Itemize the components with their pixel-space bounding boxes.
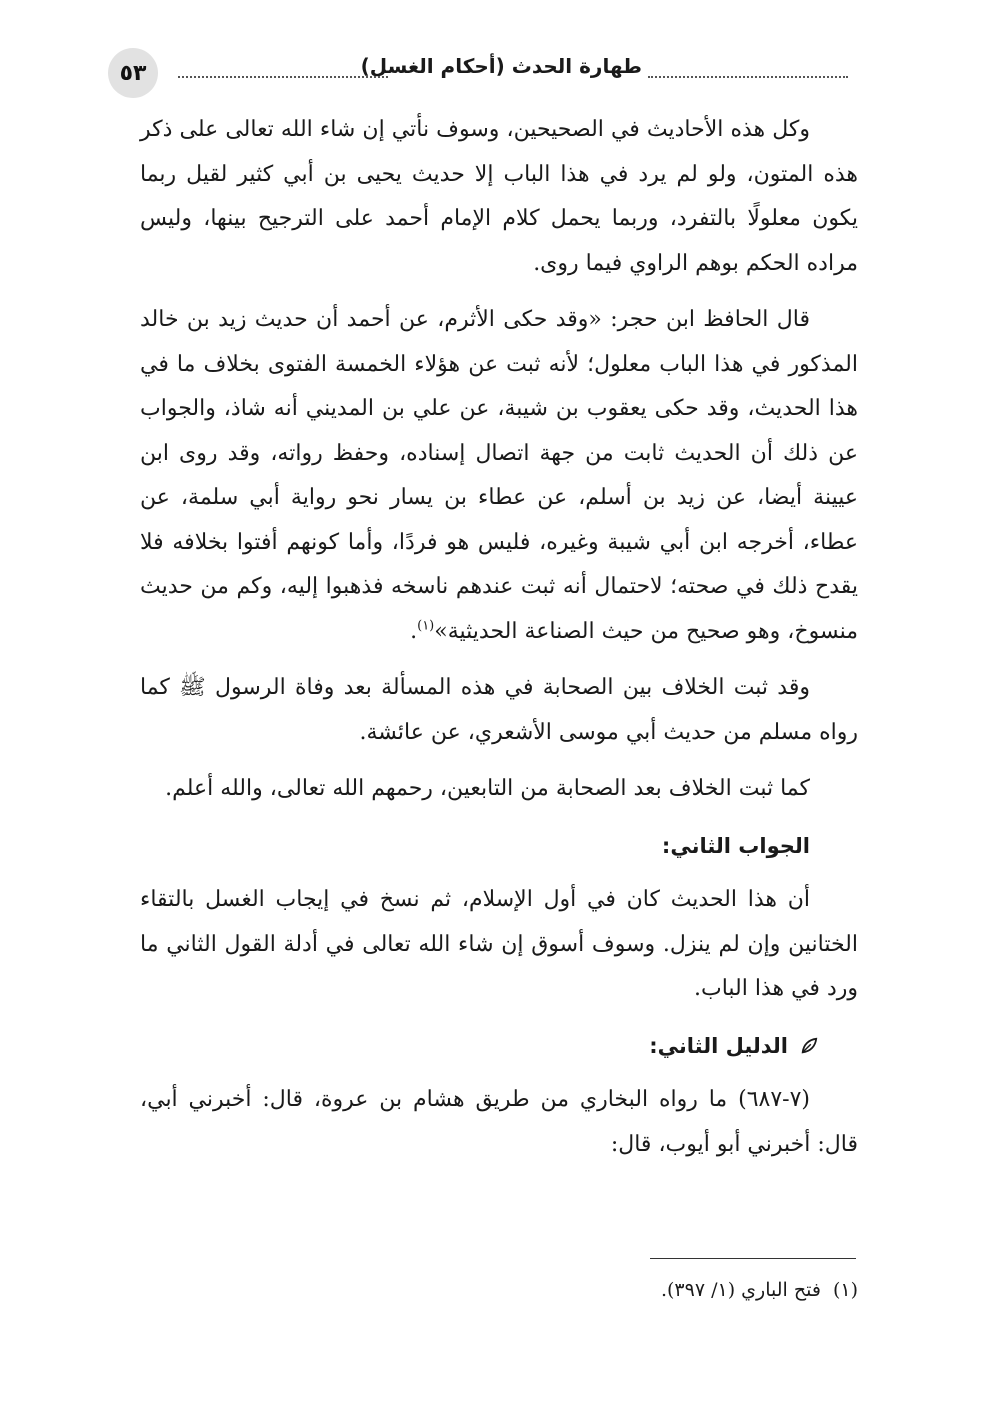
leaf-ornament-icon bbox=[800, 1037, 818, 1055]
page-number: ٥٣ bbox=[119, 60, 147, 86]
paragraph-4: كما ثبت الخلاف بعد الصحابة من التابعين، رحمهم الله تعالى، والله أعلم. bbox=[165, 776, 810, 801]
header-dotted-rule-right bbox=[648, 76, 848, 78]
heading-second-answer: الجواب الثاني: bbox=[661, 833, 810, 858]
quote-text: قال الحافظ ابن حجر: «وقد حكى الأثرم، عن أحمد أن حديث زيد بن خالد المذكور في هذا الباب معلول؛ لأنه ثبت عن هؤلاء الخمسة الفتوى بخلاف ما في هذا الحديث، وقد حكى يعقوب بن شيبة، عن علي بن المديني أنه شاذ، والجواب عن ذلك أن الحديث ثابت من جهة اتصال إسناده، وحفظ رواته، وقد روى ابن عيينة أيضا، عن زيد بن أسلم، عن عطاء بن يسار نحو رواية أبي سلمة، عن عطاء، أخرجه ابن أبي شيبة وغيره، فليس هو فردًا، وأما كونهم أفتوا بخلافه فلا يقدح ذلك في صحته؛ لاحتمال أنه ثبت عندهم ناسخه فذهبوا إليه، وكم من حديث منسوخ، وهو صحيح من حيث الصناعة الحديثية» bbox=[140, 307, 858, 644]
footnote-separator bbox=[650, 1258, 856, 1259]
page-header bbox=[108, 40, 848, 100]
paragraph-2-quote bbox=[140, 298, 858, 654]
paragraph-3: وقد ثبت الخلاف بين الصحابة في هذه المسألة بعد وفاة الرسول ﷺ كما رواه مسلم من حديث أبي موسى الأشعري، عن عائشة. bbox=[140, 675, 858, 745]
footnote-1 bbox=[138, 1275, 858, 1305]
main-text bbox=[140, 108, 858, 1179]
footnote-text: فتح الباري (١/ ٣٩٧). bbox=[660, 1279, 821, 1301]
footnote-ref-1[interactable]: (١) bbox=[417, 618, 435, 634]
running-title: طهارة الحدث (أحكام الغسل) bbox=[360, 54, 642, 78]
page-number-badge bbox=[108, 48, 158, 98]
paragraph-6: (٧-٦٨٧) ما رواه البخاري من طريق هشام بن عروة، قال: أخبرني أبي، قال: أخبرني أبو أيوب، قال: bbox=[140, 1087, 858, 1157]
paragraph-5: أن هذا الحديث كان في أول الإسلام، ثم نسخ في إيجاب الغسل بالتقاء الختانين وإن لم ينزل. وسوف أسوق إن شاء الله تعالى في أدلة القول الثاني ما ورد في هذا الباب. bbox=[140, 887, 858, 1001]
quote-end: . bbox=[410, 618, 418, 644]
header-dotted-rule-left bbox=[178, 76, 388, 78]
heading-second-evidence-label: الدليل الثاني: bbox=[649, 1033, 788, 1058]
heading-second-evidence bbox=[140, 1024, 858, 1069]
footnote-number: (١) bbox=[832, 1279, 858, 1301]
paragraph-1: وكل هذه الأحاديث في الصحيحين، وسوف نأتي إن شاء الله تعالى على ذكر هذه المتون، ولو لم يرد في هذا الباب إلا حديث يحيى بن أبي كثير لقيل ربما يكون معلولًا بالتفرد، وربما يحمل كلام الإمام أحمد على الترجيح بينها، وليس مراده الحكم بوهم الراوي فيما روى. bbox=[140, 117, 858, 276]
